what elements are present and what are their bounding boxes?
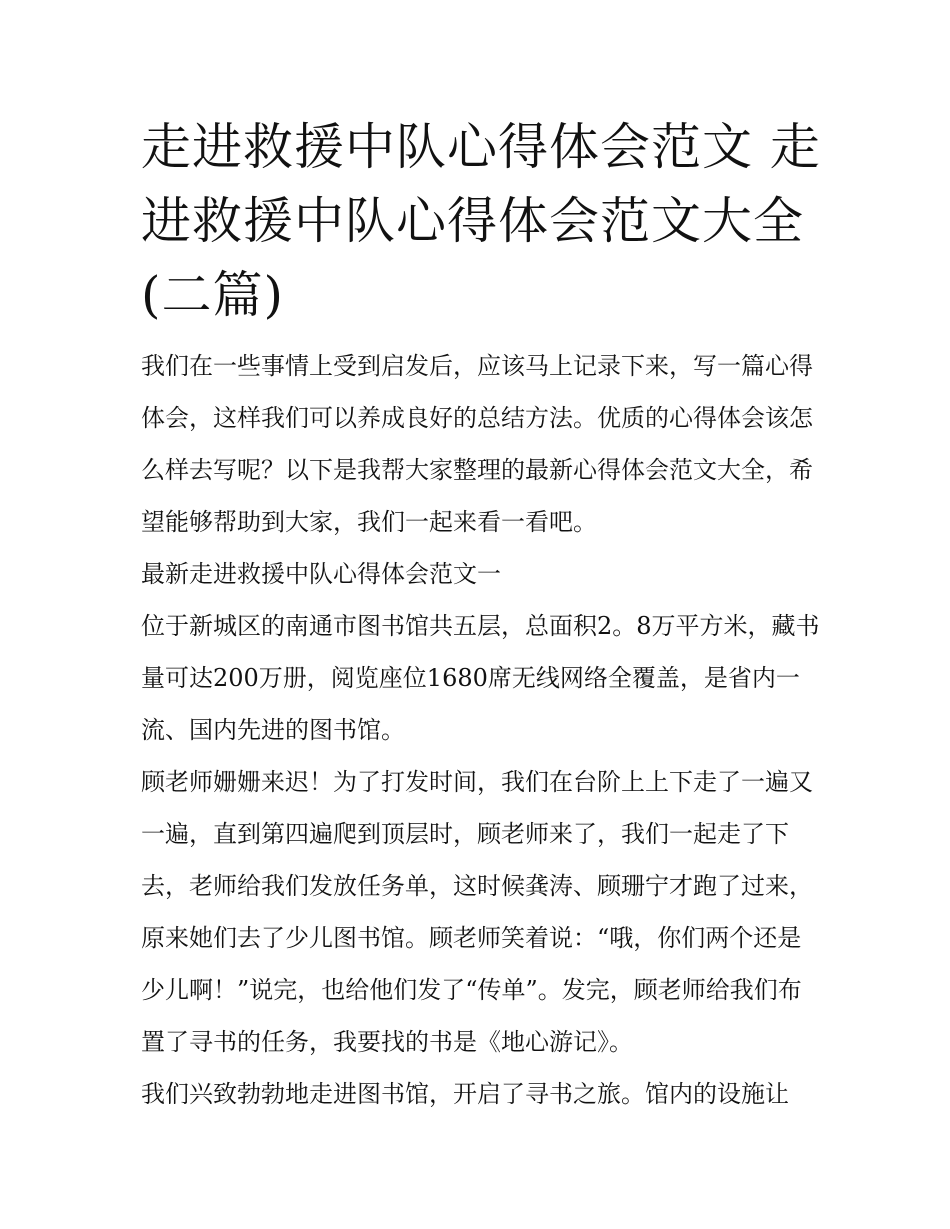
document-body (141, 340, 821, 1120)
document-title: 走进救援中队心得体会范文 走进救援中队心得体会范文大全(二篇) (141, 118, 821, 324)
teacher-paragraph: 顾老师姗姗来迟！为了打发时间，我们在台阶上上下走了一遍又一遍，直到第四遍爬到顶层时，顾老师来了，我们一起走了下去，老师给我们发放任务单，这时候龚涛、顾珊宁才跑了过来，原来她们去了少儿图书馆。顾老师笑着说：“哦，你们两个还是少儿啊！”说完，也给他们发了“传单”。发完，顾老师给我们布置了寻书的任务，我要找的书是《地心游记》。 (141, 768, 813, 1056)
document-page (141, 110, 821, 1120)
intro-paragraph: 我们在一些事情上受到启发后，应该马上记录下来，写一篇心得体会，这样我们可以养成良好的总结方法。优质的心得体会该怎么样去写呢？以下是我帮大家整理的最新心得体会范文大全，希望能够帮助到大家，我们一起来看一看吧。 (141, 352, 813, 536)
search-paragraph: 我们兴致勃勃地走进图书馆，开启了寻书之旅。馆内的设施让 (141, 1080, 789, 1108)
section-heading: 最新走进救援中队心得体会范文一 (141, 560, 501, 588)
library-paragraph: 位于新城区的南通市图书馆共五层，总面积2。8万平方米，藏书量可达200万册，阅览座位1680席无线网络全覆盖，是省内一流、国内先进的图书馆。 (141, 612, 820, 744)
